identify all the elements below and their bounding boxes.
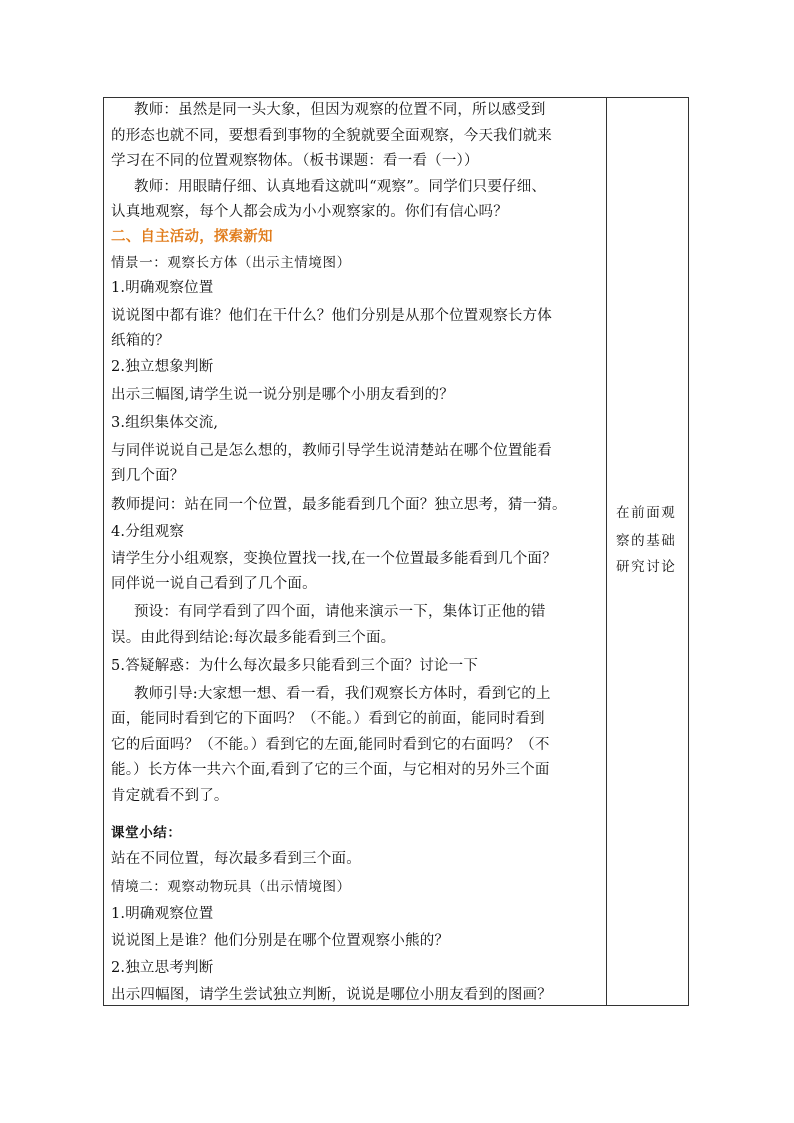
text-line: 教师提问：站在同一个位置，最多能看到几个面？独立思考，猜一猜。 [111,497,567,513]
text-line: 预设：有同学看到了四个面，请他来演示一下，集体订正他的错 [134,604,546,620]
step-title: 1.明确观察位置 [111,906,214,922]
text-line: 说说图中都有谁？他们在干什么？他们分别是从那个位置观察长方体 [111,308,552,324]
note-line: 察的基础 [616,533,677,549]
text-line: 请学生分小组观察，变换位置找一找,在一个位置最多能看到几个面？ [111,551,557,567]
text-line: 的形态也就不同，要想看到事物的全貌就要全面观察，今天我们就来 [111,128,552,144]
text-line: 认真地观察，每个人都会成为小小观察家的。你们有信心吗？ [111,204,508,220]
text-line: 教师：用眼睛仔细、认真地看这就叫“观察”。同学们只要仔细、 [134,179,547,195]
lesson-table [103,97,689,1006]
text-line: 纸箱的？ [111,333,170,349]
text-line: 误。由此得到结论:每次最多能看到三个面。 [111,630,396,646]
text-line: 能。）长方体一共六个面,看到了它的三个面，与它相对的另外三个面 [111,762,550,778]
text-line: 站在不同位置，每次最多看到三个面。 [111,851,361,867]
step-title: 4.分组观察 [111,524,185,540]
text-line: 教师：虽然是同一头大象，但因为观察的位置不同，所以感受到 [134,102,546,118]
note-line: 在前面观 [616,505,677,521]
text-line: 它的后面吗？（不能。）看到它的左面,能同时看到它的右面吗？（不 [111,737,550,753]
text-line: 教师引导:大家想一想、看一看，我们观察长方体时，看到它的上 [134,686,551,702]
text-line: 到几个面？ [111,468,185,484]
text-line: 同伴说一说自己看到了几个面。 [111,576,317,592]
note-line: 研究讨论 [616,559,677,575]
step-title: 2.独立思考判断 [111,960,214,976]
step-title: 3.组织集体交流, [111,415,219,431]
summary-title: 课堂小结： [111,825,182,841]
text-line: 学习在不同的位置观察物体。（板书课题：看一看（一）） [111,153,479,169]
column-divider [606,98,607,1005]
step-title: 1.明确观察位置 [111,280,214,296]
step-title: 5.答疑解惑：为什么每次最多只能看到三个面？讨论一下 [111,658,479,674]
text-line: 与同伴说说自己是怎么想的，教师引导学生说清楚站在哪个位置能看 [111,443,552,459]
text-line: 说说图上是谁？他们分别是在哪个位置观察小熊的？ [111,933,450,949]
text-line: 肯定就看不到了。 [111,788,229,804]
text-line: 出示三幅图,请学生说一说分别是哪个小朋友看到的？ [111,387,454,403]
text-line: 面，能同时看到它的下面吗？（不能。）看到它的前面，能同时看到 [111,711,545,727]
section-heading: 二、自主活动，探索新知 [111,228,273,245]
step-title: 2.独立想象判断 [111,359,214,375]
scenario-title: 情境二：观察动物玩具（出示情境图） [111,879,351,895]
scenario-title: 情景一：观察长方体（出示主情境图） [111,255,351,271]
text-line: 出示四幅图，请学生尝试独立判断，说说是哪位小朋友看到的图画？ [111,987,552,1003]
